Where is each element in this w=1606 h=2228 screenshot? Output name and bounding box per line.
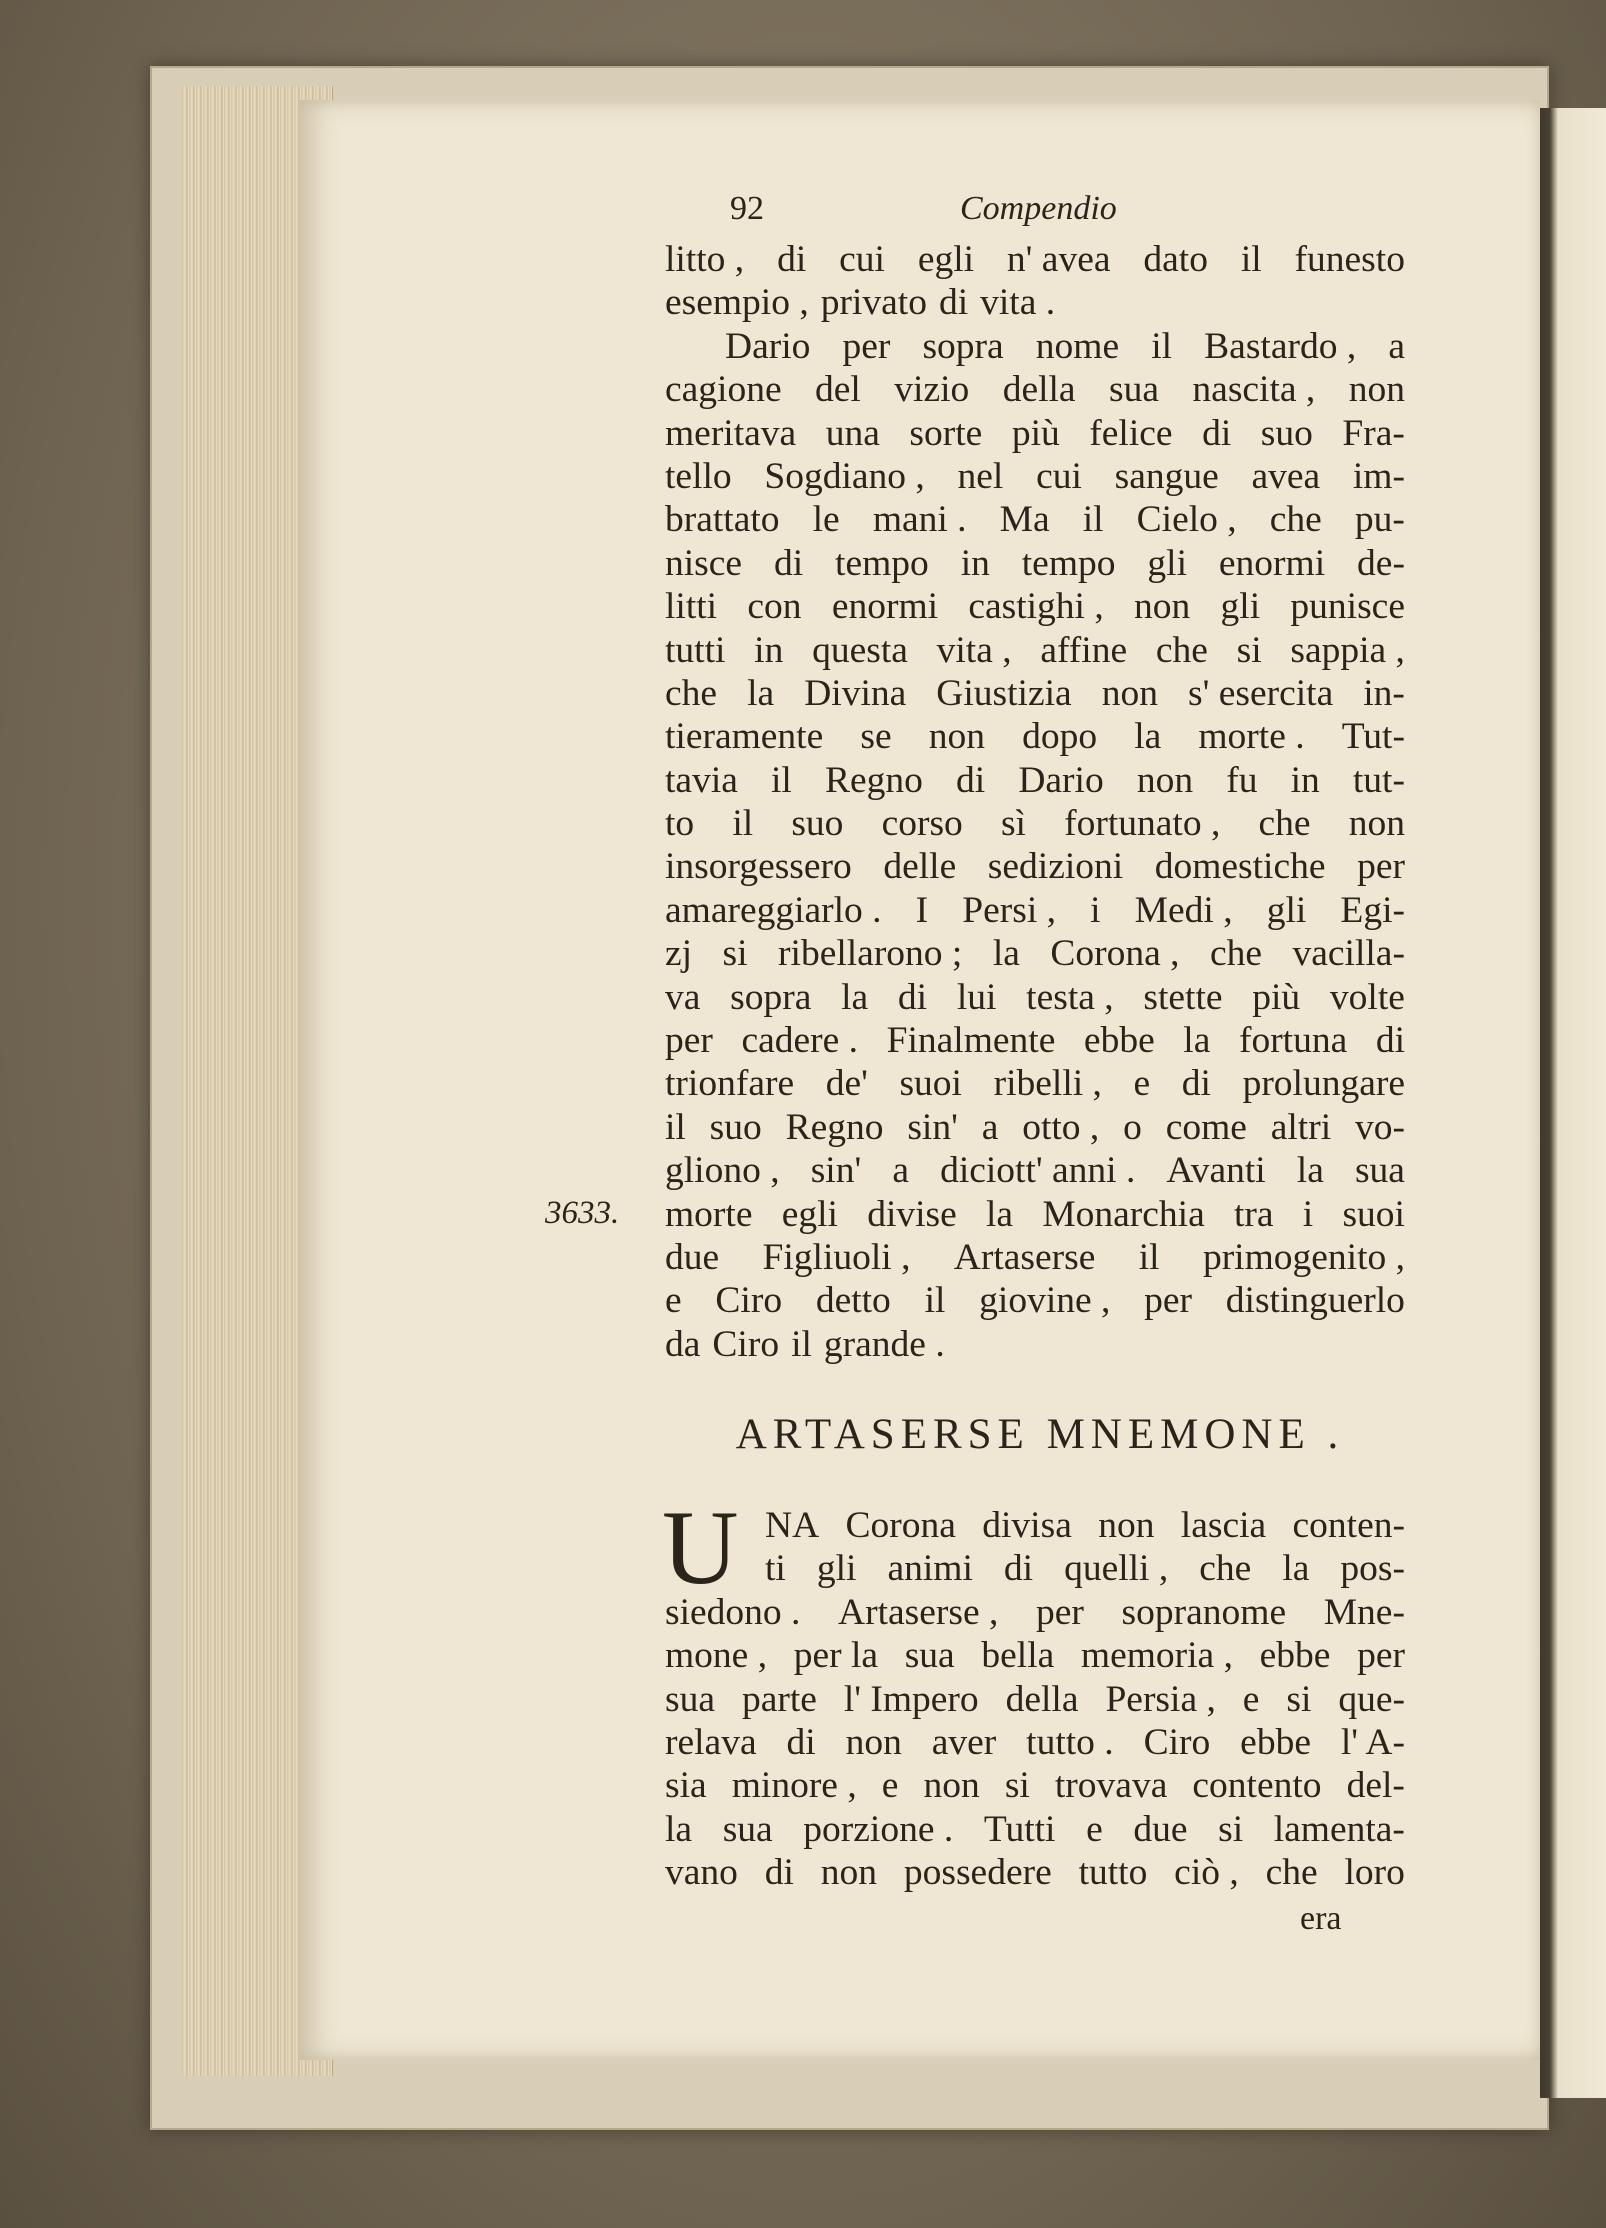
word: Ciro — [715, 1280, 783, 1322]
word: Corona — [845, 1505, 956, 1546]
word: suoi — [899, 1063, 962, 1105]
word: dopo — [1022, 716, 1098, 758]
word: funesto — [1294, 239, 1405, 280]
word: Ciro — [712, 1323, 780, 1365]
word: di — [1181, 1063, 1211, 1105]
word: per — [1036, 1591, 1084, 1633]
word: non — [1134, 586, 1191, 628]
word: e — [1086, 1808, 1103, 1850]
word: di — [1003, 1548, 1034, 1590]
word: Tut- — [1341, 716, 1405, 758]
word: non — [1348, 803, 1405, 845]
word: due — [665, 1236, 720, 1278]
word: contento — [1192, 1765, 1322, 1807]
word: brattato — [665, 499, 780, 541]
word: pos- — [1340, 1548, 1405, 1590]
word: giovine , — [979, 1280, 1111, 1322]
text-line — [665, 1149, 1405, 1192]
word: il — [665, 1106, 686, 1148]
word: tavia — [665, 759, 738, 801]
word: Cielo , — [1136, 499, 1237, 541]
word: sopra — [922, 325, 1004, 367]
word: e — [1133, 1063, 1151, 1105]
word: gli — [1220, 586, 1261, 628]
word: per — [1357, 846, 1405, 888]
word: e — [881, 1765, 899, 1807]
running-head: Compendio — [960, 190, 1117, 227]
word: sopra — [730, 976, 812, 1018]
word: di — [1202, 412, 1232, 454]
word: tempo — [835, 542, 929, 584]
word: i — [1090, 889, 1101, 931]
word: parte — [741, 1678, 817, 1720]
word: due — [1133, 1808, 1188, 1850]
word: tempo — [1021, 542, 1116, 584]
word: sopranome — [1121, 1591, 1287, 1633]
word: più — [1252, 976, 1301, 1018]
word: sappia , — [1290, 629, 1405, 671]
word: gli — [1147, 542, 1187, 584]
word: litto , — [665, 239, 745, 280]
word: per — [842, 325, 891, 367]
text-line — [665, 672, 1405, 715]
word: che — [1155, 629, 1208, 671]
word: non — [820, 1852, 878, 1894]
word: nel — [957, 455, 1004, 497]
word: sin' — [907, 1106, 958, 1148]
word: esempio , — [665, 282, 809, 324]
word: avea — [1251, 455, 1321, 497]
word: cadere . — [741, 1020, 859, 1062]
word: in — [1290, 759, 1320, 801]
word: una — [825, 412, 880, 454]
word: che — [1269, 499, 1322, 541]
text-line — [665, 1678, 1405, 1721]
word: divise — [867, 1193, 957, 1235]
word: Regno — [824, 759, 923, 801]
word: la — [1134, 716, 1162, 758]
word: di — [786, 1721, 816, 1763]
word: Figliuoli , — [762, 1236, 911, 1278]
word: memoria , — [1080, 1635, 1233, 1677]
word: le — [812, 499, 840, 541]
word: divisa — [982, 1505, 1072, 1546]
text-line — [665, 976, 1405, 1019]
word: di — [777, 239, 807, 280]
text-line — [665, 455, 1405, 498]
word: non — [1101, 672, 1158, 714]
word: mone , — [665, 1635, 768, 1677]
word: litti — [665, 586, 718, 628]
text-line — [665, 1808, 1405, 1851]
word: ribellarono ; — [778, 933, 963, 975]
text-line — [665, 889, 1405, 932]
word: non — [1136, 759, 1194, 801]
word: punisce — [1290, 586, 1405, 628]
word: si — [1286, 1678, 1312, 1720]
word: ebbe — [1083, 1020, 1155, 1062]
word: nisce — [665, 542, 743, 584]
word: dato — [1143, 239, 1208, 280]
word: ebbe — [1259, 1635, 1331, 1677]
word: Regno — [785, 1106, 884, 1148]
word: felice — [1089, 412, 1173, 454]
word: sua — [665, 1678, 715, 1720]
word: per — [1357, 1635, 1405, 1677]
word: egli — [781, 1193, 838, 1235]
word: si — [722, 933, 748, 975]
word: sua — [1354, 1150, 1405, 1192]
word: la — [665, 1808, 693, 1850]
word: de' — [825, 1063, 868, 1105]
text-line — [665, 1547, 1405, 1590]
word: e — [665, 1280, 682, 1322]
word: to — [665, 803, 695, 845]
word: vacilla- — [1292, 933, 1405, 975]
word: nascita , — [1192, 369, 1316, 411]
word: che — [665, 672, 718, 714]
text-line — [665, 845, 1405, 888]
text-line — [665, 1721, 1405, 1764]
word: enormi — [1218, 542, 1326, 584]
word: vizio — [894, 369, 970, 411]
word: lascia — [1180, 1505, 1267, 1546]
word: per la — [793, 1635, 879, 1677]
word: ebbe — [1240, 1721, 1311, 1763]
word: che — [1199, 1548, 1252, 1590]
word: non — [923, 1765, 980, 1807]
word: cui — [839, 239, 885, 280]
word: Finalmente — [886, 1020, 1056, 1062]
word: mani . — [872, 499, 967, 541]
word: non — [928, 716, 985, 758]
word: da — [665, 1323, 701, 1365]
word: in — [960, 542, 990, 584]
word: ti — [765, 1548, 786, 1590]
word: testa , — [1026, 976, 1114, 1018]
word: l' Impero — [843, 1678, 979, 1720]
body-text — [665, 238, 1405, 1366]
word: suo — [709, 1106, 762, 1148]
text-line — [665, 1236, 1405, 1279]
word: i — [1302, 1193, 1314, 1235]
word: questa — [812, 629, 908, 671]
word: gliono , — [665, 1150, 780, 1192]
text-line — [665, 498, 1405, 541]
word: possedere — [903, 1852, 1052, 1894]
word: Dario — [1018, 759, 1104, 801]
word: più — [1011, 412, 1060, 454]
word: che — [1265, 1852, 1318, 1894]
word: tutti — [665, 629, 726, 671]
word: sua — [1109, 369, 1159, 411]
text-line — [665, 1764, 1405, 1807]
word: vo- — [1354, 1106, 1405, 1148]
text-line — [665, 1504, 1405, 1547]
text-line — [665, 368, 1405, 411]
word: ciò , — [1174, 1852, 1239, 1894]
word: Giustizia — [936, 672, 1072, 714]
word: fortunato , — [1064, 803, 1221, 845]
word: suoi — [1342, 1193, 1405, 1235]
word: porzione . — [803, 1808, 954, 1850]
page-number: 92 — [730, 190, 764, 227]
text-line — [665, 412, 1405, 455]
word: conten- — [1292, 1505, 1405, 1546]
word: loro — [1344, 1852, 1405, 1894]
word: cagione — [665, 369, 782, 411]
word: corso — [881, 803, 963, 845]
text-line — [665, 802, 1405, 845]
word: gli — [1266, 889, 1307, 931]
word: insorgessero — [665, 846, 852, 888]
word: bella — [981, 1635, 1055, 1677]
word: il — [771, 759, 792, 801]
word: la — [747, 672, 775, 714]
word: va — [665, 976, 701, 1018]
word: a — [1388, 325, 1405, 367]
word: meritava — [665, 412, 797, 454]
margin-note-year: 3633. — [545, 1195, 620, 1231]
word: di — [897, 976, 928, 1018]
word: di — [773, 542, 804, 584]
text-line — [665, 1279, 1405, 1322]
word: di — [1375, 1020, 1405, 1062]
drop-capital: U — [662, 1489, 739, 1606]
word: la — [1296, 1150, 1324, 1192]
word: Tutti — [983, 1808, 1056, 1850]
word: il — [1138, 1236, 1160, 1278]
word: morte . — [1198, 716, 1305, 758]
text-line — [665, 1062, 1405, 1105]
text-line — [665, 1106, 1405, 1149]
page-header — [730, 190, 1400, 240]
word: il — [1082, 499, 1104, 541]
word: zj — [665, 933, 693, 975]
text-line — [665, 629, 1405, 672]
word: pu- — [1354, 499, 1405, 541]
section-text — [665, 1504, 1405, 1895]
text-line — [665, 281, 1405, 324]
text-line — [665, 585, 1405, 628]
word: o — [1123, 1106, 1142, 1148]
word: sorte — [909, 412, 983, 454]
text-line — [665, 1193, 1405, 1236]
word: Persia , — [1105, 1678, 1216, 1720]
word: sua — [722, 1808, 773, 1850]
word: altri — [1270, 1106, 1332, 1148]
word: nome — [1035, 325, 1120, 367]
word: Divina — [804, 672, 907, 714]
word: la — [992, 933, 1020, 975]
word: il — [791, 1323, 812, 1365]
section-title: ARTASERSE MNEMONE . — [735, 1411, 1345, 1458]
word: con — [747, 586, 802, 628]
word: il — [924, 1280, 946, 1322]
word: della — [1005, 1678, 1079, 1720]
word: Artaserse , — [838, 1591, 999, 1633]
word: stette — [1143, 976, 1223, 1018]
word: egli — [917, 239, 975, 280]
word: non — [1098, 1505, 1155, 1546]
text-line — [665, 542, 1405, 585]
word: Bastardo , — [1204, 325, 1357, 367]
word: Fra- — [1342, 412, 1405, 454]
word: que- — [1338, 1678, 1405, 1720]
text-line — [665, 1851, 1405, 1894]
word: per — [665, 1020, 713, 1062]
word: morte — [665, 1193, 753, 1235]
text-line — [665, 1019, 1405, 1062]
word: tutto . — [1026, 1721, 1114, 1763]
text-line — [665, 932, 1405, 975]
facing-page-slice — [1540, 108, 1606, 2098]
word: in — [754, 629, 784, 671]
word: gli — [816, 1548, 857, 1590]
word: Mne- — [1323, 1591, 1405, 1633]
word: Ma — [999, 499, 1050, 541]
word: fortuna — [1238, 1020, 1348, 1062]
word: Monarchia — [1042, 1193, 1205, 1235]
word: domestiche — [1154, 846, 1326, 888]
word: otto , — [1022, 1106, 1100, 1148]
word: I — [915, 889, 929, 931]
text-line — [665, 238, 1405, 281]
word: sedizioni — [987, 846, 1124, 888]
word: tut- — [1352, 759, 1405, 801]
text-line — [665, 1634, 1405, 1677]
word: minore , — [731, 1765, 857, 1807]
word: di — [956, 759, 986, 801]
word: Avanti — [1166, 1150, 1266, 1192]
word: diciott' anni . — [940, 1150, 1136, 1192]
word: tello — [665, 455, 732, 497]
word: del- — [1346, 1765, 1405, 1807]
word: non — [1348, 369, 1405, 411]
word: la — [1282, 1548, 1310, 1590]
word: Artaserse — [953, 1236, 1096, 1278]
word: trovava — [1054, 1765, 1168, 1807]
word: Corona , — [1050, 933, 1180, 975]
word: in- — [1363, 672, 1405, 714]
word: fu — [1226, 759, 1258, 801]
word: vano — [665, 1852, 738, 1894]
word: vita . — [980, 282, 1056, 324]
word: Sogdiano , — [764, 455, 925, 497]
word: l' A- — [1340, 1721, 1405, 1763]
word: sua — [904, 1635, 955, 1677]
word: vita , — [936, 629, 1012, 671]
word: cui — [1036, 455, 1082, 497]
word: si — [1236, 629, 1262, 671]
word: sì — [1000, 803, 1026, 845]
word: grande . — [823, 1323, 945, 1365]
word: il — [1240, 239, 1262, 280]
word: che — [1210, 933, 1263, 975]
word: sin' — [810, 1150, 862, 1192]
word: tieramente — [665, 716, 824, 758]
word: come — [1165, 1106, 1247, 1148]
word: la — [1183, 1020, 1211, 1062]
word: Medi , — [1134, 889, 1233, 931]
word: a — [892, 1150, 909, 1192]
word: suo — [791, 803, 844, 845]
word: a — [981, 1106, 999, 1148]
word: che — [1258, 803, 1311, 845]
word: tutto — [1078, 1852, 1148, 1894]
word: del — [815, 369, 861, 411]
word: primogenito , — [1202, 1236, 1405, 1278]
word: privato — [820, 282, 927, 324]
word: la — [841, 976, 869, 1018]
word: castighi , — [968, 586, 1104, 628]
word: sia — [665, 1765, 707, 1807]
word: distinguerlo — [1225, 1280, 1405, 1322]
word: della — [1002, 369, 1076, 411]
word: im- — [1352, 455, 1405, 497]
text-line — [665, 325, 1405, 368]
word: il — [1151, 325, 1173, 367]
word: il — [732, 803, 754, 845]
word: enormi — [831, 586, 939, 628]
catchword: era — [1300, 1900, 1342, 1937]
word: se — [860, 716, 892, 758]
word: Dario — [725, 325, 811, 367]
word: tra — [1233, 1193, 1274, 1235]
word: volte — [1329, 976, 1405, 1018]
word: amareggiarlo . — [665, 889, 882, 931]
word: non — [845, 1721, 902, 1763]
word: Egi- — [1340, 889, 1405, 931]
word: e — [1242, 1678, 1260, 1720]
word: prolungare — [1242, 1063, 1405, 1105]
word: di — [764, 1852, 794, 1894]
word: affine — [1040, 629, 1128, 671]
word: di — [938, 282, 969, 324]
word: suo — [1260, 412, 1313, 454]
text-line — [665, 759, 1405, 802]
text-line — [665, 1323, 1405, 1366]
word: la — [986, 1193, 1014, 1235]
word: delle — [883, 846, 957, 888]
word: si — [1218, 1808, 1244, 1850]
word: Persi , — [962, 889, 1057, 931]
word: lui — [956, 976, 997, 1018]
word: de- — [1357, 542, 1405, 584]
word: s' esercita — [1188, 672, 1334, 714]
word: relava — [665, 1721, 757, 1763]
word: n' avea — [1006, 239, 1111, 280]
word: NA — [765, 1505, 820, 1546]
word: lamenta- — [1273, 1808, 1405, 1850]
word: ribelli , — [993, 1063, 1102, 1105]
word: per — [1144, 1280, 1193, 1322]
word: detto — [815, 1280, 891, 1322]
word: si — [1004, 1765, 1030, 1807]
word: quelli , — [1064, 1548, 1169, 1590]
text-line — [665, 715, 1405, 758]
word: siedono . — [665, 1591, 801, 1633]
word: trionfare — [665, 1063, 795, 1105]
word: sangue — [1114, 455, 1219, 497]
word: animi — [887, 1548, 973, 1590]
word: Ciro — [1143, 1721, 1211, 1763]
text-line — [665, 1591, 1405, 1634]
word: aver — [931, 1721, 997, 1763]
